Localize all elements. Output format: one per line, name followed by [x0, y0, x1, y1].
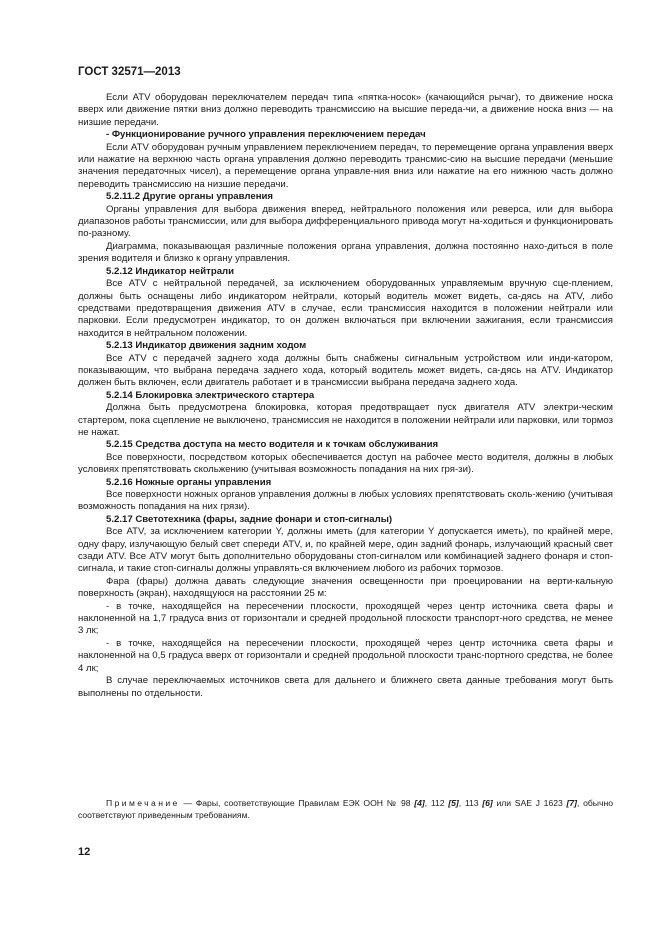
note-reference: [6] [482, 798, 493, 808]
paragraph: Если ATV оборудован ручным управлением переключением передач, то перемещение органа управления вверх или нажатие на верхнюю часть органа управления должно переводить трансмис-сию на высшие передачи (меньшие значения передаточных чисел), а перемещение органа управле-ния вниз или нажатие на его нижнюю часть должно переводить трансмиссию на низшие передачи. [78, 141, 613, 190]
note-label: Примечание [106, 798, 180, 808]
document-header: ГОСТ 32571—2013 [78, 66, 181, 78]
paragraph: Все ATV с передачей заднего хода должны быть снабжены сигнальным устройством или инди-катором, показывающим, что выбрана передача заднего хода, который водитель может видеть, са-дясь на ATV. Индикатор должен быть включен, если двигатель работает и в трансмиссии выбрана передача заднего хода. [78, 352, 613, 389]
note-text: — Фары, соответствующие Правилам ЕЭК ООН № 98 [179, 798, 415, 808]
note-reference: [4] [414, 798, 425, 808]
paragraph: Диаграмма, показывающая различные положения органа управления, должна постоянно нахо-диться в поле зрения водителя и близко к органу управления. [78, 240, 613, 265]
paragraph: Если ATV оборудован переключателем передач типа «пятка-носок» (качающийся рычаг), то движение носка вверх или движение пятки вниз должно переводить трансмиссию на высшие переда-чи, а движение носка вниз — на низшие передачи. [78, 92, 613, 128]
note-text: , 113 [458, 798, 483, 808]
document-body [78, 92, 613, 700]
paragraph: Органы управления для выбора движения вперед, нейтрального положения или реверса, или для выбора диапазонов работы трансмиссии, или для выбора дифференциального привода могут на-ходиться и функционировать по-разному. [78, 203, 613, 240]
note-text: , обычно соответствуют приведенным требованиям. [78, 798, 613, 820]
paragraph: - в точке, находящейся на пересечении плоскости, проходящей через центр источника света фары и наклоненной на 0,5 градуса вверх от горизонтали и средней продольной плоскости транс-портного средства, не более 4 лк; [78, 637, 613, 674]
paragraph: - в точке, находящейся на пересечении плоскости, проходящей через центр источника света фары и наклоненной на 1,7 градуса вниз от горизонтали и средней продольной плоскости транспорт-ного средства, не менее 3 лк; [78, 600, 613, 637]
section-heading: 5.2.14 Блокировка электрического стартера [106, 389, 315, 401]
section-heading: 5.2.11.2 Другие органы управления [106, 191, 274, 203]
section-heading: 5.2.12 Индикатор нейтрали [106, 265, 235, 277]
note-reference: [5] [448, 798, 459, 808]
paragraph: Все ATV, за исключением категории Y, должны иметь (для категории Y допускается иметь), по крайней мере, одну фару, излучающую белый свет спереди ATV, и, по крайней мере, один задний фонарь, излучающий красный свет сзади ATV. Все ATV могут быть дополнительно оборудованы стоп-сигналом или комбинацией заднего фонаря и стоп-сигнала, и такие стоп-сигналы должны управлять-ся включением любого из рабочих тормозов. [78, 526, 613, 575]
section-heading: - Функционирование ручного управления переключением передач [106, 129, 426, 141]
paragraph: В случае переключаемых источников света для дальнего и ближнего света данные требования могут быть выполнены по отдельности. [78, 675, 613, 699]
note-text: или SAE J 1623 [492, 798, 567, 808]
section-heading: 5.2.16 Ножные органы управления [106, 476, 272, 488]
note-text: , 112 [424, 798, 449, 808]
section-heading: 5.2.13 Индикатор движения задним ходом [106, 340, 307, 352]
note [78, 798, 613, 821]
note-reference: [7] [566, 798, 578, 808]
paragraph: Все поверхности, посредством которых обеспечивается доступ на рабочее место водителя, должны в любых условиях препятствовать скольжению (учитывая возможность попадания на них гря-зи). [78, 451, 613, 476]
section-heading: 5.2.17 Светотехника (фары, задние фонари и стоп-сигналы) [106, 513, 393, 525]
paragraph: Все поверхности ножных органов управления должны в любых условиях препятствовать сколь-жению (учитывая возможность попадания на них грязи). [78, 489, 613, 513]
page-number: 12 [78, 846, 91, 858]
paragraph: Фара (фары) должна давать следующие значения освещенности при проецировании на верти-кальную поверхность (экран), находящуюся на расстоянии 25 м: [78, 575, 613, 600]
paragraph: Должна быть предусмотрена блокировка, которая предотвращает пуск двигателя ATV электри-ческим стартером, пока сцепление не выключено, трансмиссия не находится в положении нейтрали или парковки, или тормоз не нажат. [78, 402, 613, 438]
paragraph: Все ATV с нейтральной передачей, за исключением оборудованных управляемым вручную сце-плением, должны быть оснащены либо индикатором нейтрали, который водитель может видеть, са-дясь на ATV, либо средствами предотвращения движения ATV в случае, если трансмиссия находится в положении нейтрали или парковки. Если предусмотрен индикатор, то он должен включаться при включении зажигания, если трансмиссия находится в нейтральном положении. [78, 278, 613, 339]
section-heading: 5.2.15 Средства доступа на место водителя и к точкам обслуживания [106, 439, 439, 451]
